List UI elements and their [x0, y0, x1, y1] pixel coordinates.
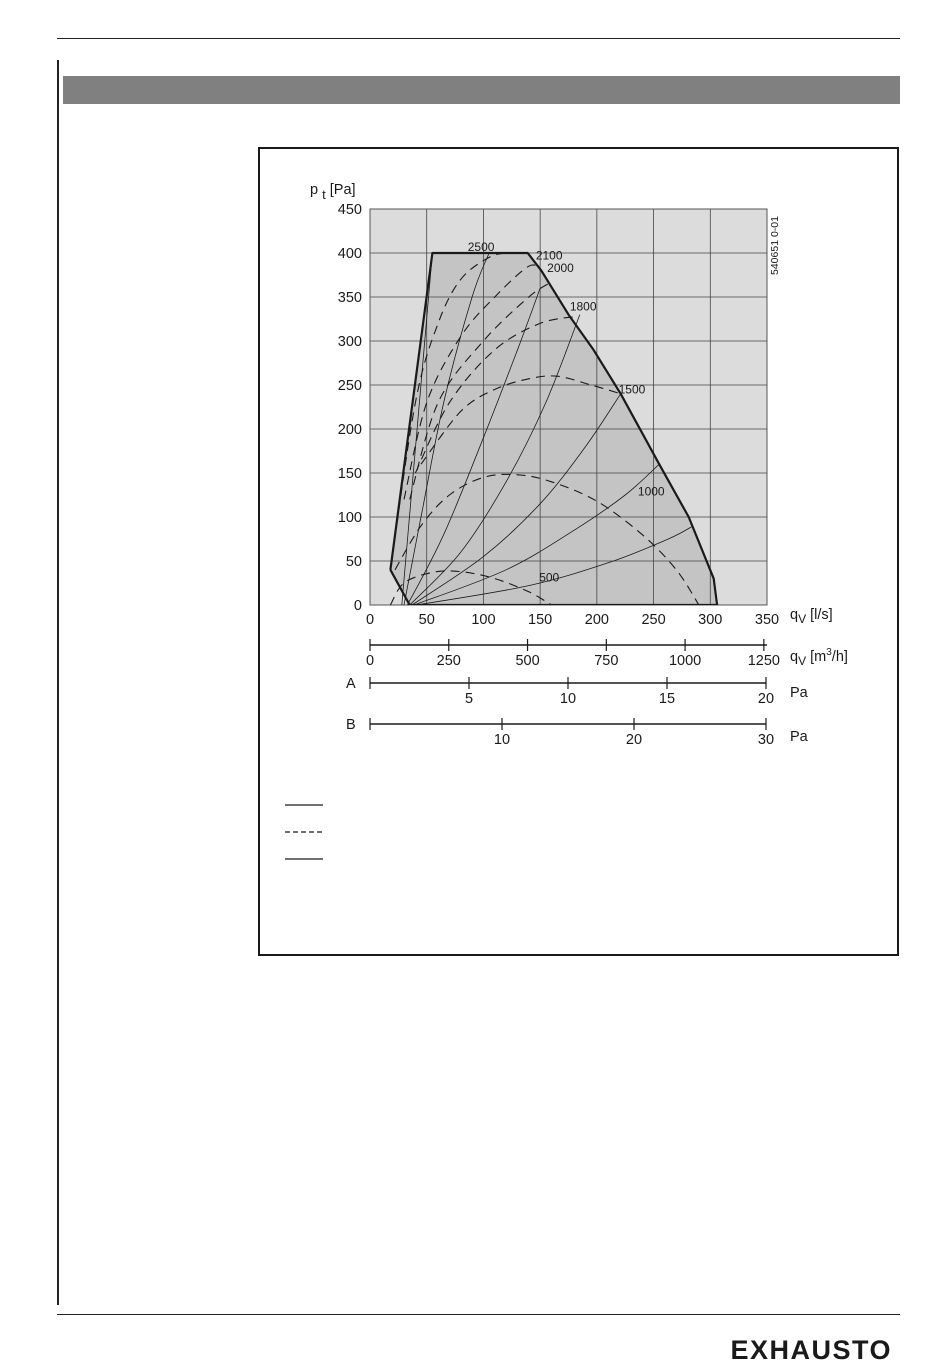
scale-a-tick-label: 5: [464, 691, 474, 707]
y-tick-label: 350: [337, 290, 362, 306]
curve-label-2500: 2500: [467, 239, 495, 254]
brand-logo: EXHAUSTO: [730, 1335, 892, 1365]
x-axis-2-title-symbol: q: [790, 649, 799, 665]
y-axis-unit: [Pa]: [325, 182, 356, 198]
x-axis-title: [790, 607, 833, 626]
x-axis-2-title-subscript: V: [798, 654, 807, 668]
y-tick-label: 50: [345, 554, 362, 570]
m3h-scale-tick-label: 250: [436, 653, 461, 669]
fan-performance-chart: [260, 149, 897, 954]
x-tick-label: 100: [471, 612, 496, 628]
m3h-scale-tick-label: 1000: [668, 653, 702, 669]
scale-a-name: A: [346, 676, 356, 692]
scale-b-name: B: [346, 717, 356, 733]
chart-frame: [258, 147, 899, 956]
x-tick-label: 200: [584, 612, 609, 628]
x-axis-2-title-unit-sup: 3: [826, 647, 832, 658]
y-tick-label: 300: [337, 334, 362, 350]
scale-a-tick-label: 20: [757, 691, 775, 707]
y-tick-label: 250: [337, 378, 362, 394]
header-rule: [57, 38, 900, 39]
x-tick-label: 300: [698, 612, 723, 628]
m3h-scale-tick-label: 0: [365, 653, 375, 669]
x-tick-label: 250: [641, 612, 666, 628]
y-axis-subscript: t: [322, 187, 326, 202]
scale-a-unit: Pa: [790, 685, 808, 701]
x-axis-title-unit: [l/s]: [806, 607, 833, 623]
curve-label-1800: 1800: [569, 299, 597, 314]
x-axis-2-title-unit-suffix: /h]: [831, 649, 848, 665]
drawing-code: 540651 0-01: [769, 216, 781, 275]
m3h-scale-tick-label: 750: [594, 653, 619, 669]
x-axis-2-title: [790, 647, 848, 668]
scale-a-tick-label: 15: [658, 691, 676, 707]
m3h-scale-tick-label: 1250: [747, 653, 780, 669]
y-tick-label: 450: [337, 202, 362, 218]
x-tick-label: 0: [365, 612, 375, 628]
curve-label-500: 500: [539, 570, 560, 585]
scale-b-unit: Pa: [790, 729, 808, 745]
x-axis-title-subscript: V: [798, 612, 807, 626]
scale-a-tick-label: 10: [559, 691, 577, 707]
y-tick-label: 150: [337, 466, 362, 482]
x-tick-label: 350: [754, 612, 780, 628]
y-tick-label: 100: [337, 510, 362, 526]
y-tick-label: 0: [353, 598, 362, 614]
x-tick-label: 50: [418, 612, 435, 628]
curve-label-1500: 1500: [618, 382, 646, 397]
curve-label-1000: 1000: [637, 484, 665, 499]
y-axis-symbol: p: [310, 182, 323, 198]
curve-label-2100: 2100: [535, 248, 563, 263]
y-tick-label: 200: [337, 422, 362, 438]
section-heading-band: [63, 76, 900, 104]
x-tick-label: 150: [528, 612, 553, 628]
scale-b-tick-label: 30: [757, 732, 775, 748]
x-axis-title-symbol: q: [790, 607, 799, 623]
y-tick-label: 400: [337, 246, 362, 262]
scale-b-tick-label: 20: [625, 732, 643, 748]
y-axis-title: [310, 182, 356, 202]
x-axis-2-title-unit-prefix: [m: [806, 649, 827, 665]
footer-rule: [57, 1314, 900, 1315]
side-rule: [57, 60, 59, 1305]
curve-label-2000: 2000: [547, 260, 574, 275]
m3h-scale-tick-label: 500: [515, 653, 540, 669]
scale-b-tick-label: 10: [493, 732, 511, 748]
